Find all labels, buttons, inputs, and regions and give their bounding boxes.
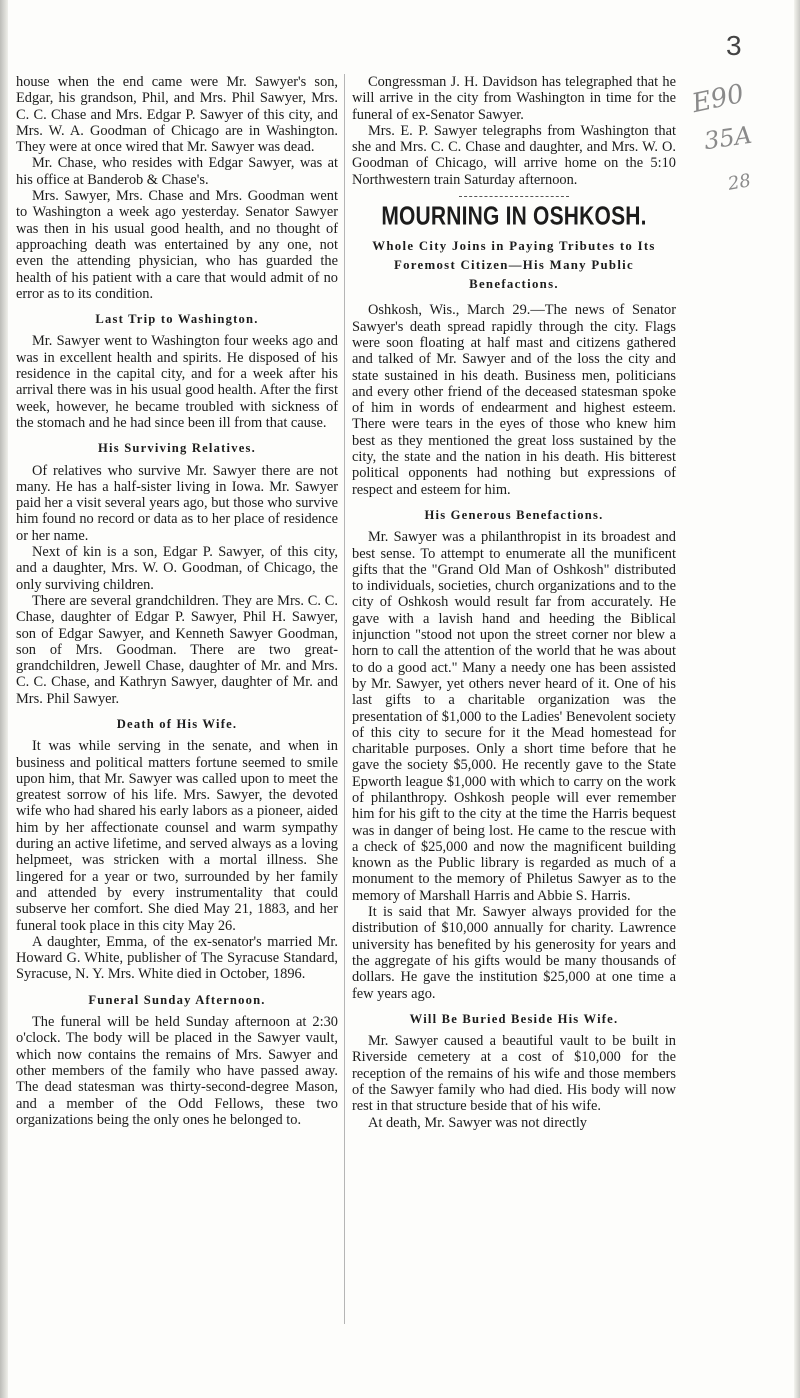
paragraph: Mr. Sawyer went to Washington four weeks ago and was in excellent health and spirits. He disposed of his residence in the capital city, and for a week after his arrival there was in his usual good health. After the first week, however, he became troubled with sickness of the stomach and he had since been ill from that cause. [16, 333, 338, 431]
section-heading: Death of His Wife. [116, 716, 238, 731]
page-number: 3 [726, 30, 742, 61]
column-divider [344, 74, 345, 1324]
divider-rule [459, 196, 569, 197]
page-edge-right [794, 0, 800, 1398]
paragraph: Mr. Sawyer caused a beautiful vault to be built in Riverside cemetery at a cost of $10,000 for the reception of the remains of his wife and those members of the Sawyer family who had died. His body will now rest in that structure beside that of his wife. [352, 1033, 676, 1115]
paragraph: A daughter, Emma, of the ex-senator's married Mr. Howard G. White, publisher of The Syracuse Standard, Syracuse, N. Y. Mrs. White died in October, 1896. [16, 933, 338, 983]
paragraph: It is said that Mr. Sawyer always provided for the distribution of $10,000 annually for charity. Lawrence university has benefited by his generosity for years and the aggregate of his gifts would be many thousands of dollars. He gave the institution $25,000 at one time a few years ago. [352, 904, 676, 1002]
paragraph: Mr. Sawyer was a philanthropist in its broadest and best sense. To attempt to enumerate all the munificent gifts that the "Grand Old Man of Oshkosh" distributed to individuals, societies, church organizations and to the city of Oshkosh would result far from accurately. He gave with a lavish hand and heeding the Biblical injunction "stood not upon the street corner nor blew a horn to call the attention of the world that he was about to do a good act." Many a needy one has been assisted by Mr. Sawyer, yet others never heard of it. One of his last gifts to a charitable organization was the presentation of $1,000 to the Ladies' Benevolent society of this city to secure for it the Mead homestead for charitable purposes. Only a short time before that he gave the society $5,000. He recently gave to the State Epworth league $1,000 with which to carry on the work of philanthropy. Oshkosh people will ever remember him for his gift to the city at the time the Harris bequest was in danger of being lost. He came to the rescue with a check of $25,000 and now the magnificent building known as the Public library is regarded as much of a monument to the memory of Philetus Sawyer as to the memory of Marshall Harris and Abbie S. Harris. [352, 529, 676, 904]
section-heading: His Surviving Relatives. [98, 441, 256, 456]
section-heading: Funeral Sunday Afternoon. [88, 992, 266, 1007]
paragraph: It was while serving in the senate, and when in business and political matters fortune seemed to smile upon him, that Mr. Sawyer was called upon to meet the greatest sorrow of his life. Mrs. Sawyer, the devoted wife who had shared his early labors as a pioneer, aided him by her affectionate counsel and warm sympathy during an active lifetime, and served always as a loving helpmeet, was stricken with a mortal illness. She lingered for a year or two, surrounded by her family and attended by every instrumentality that could subserve her comfort. She died May 21, 1883, and her funeral took place in this city May 26. [16, 738, 338, 934]
margin-note-2: 35A [702, 120, 754, 156]
paragraph: The funeral will be held Sunday afternoon at 2:30 o'clock. The body will be placed in the Sawyer vault, which now contains the remains of Mrs. Sawyer and other members of the family who have passed away. The dead statesman was thirty-second-degree Mason, and a member of the Odd Fellows, these two organizations being the only ones he belonged to. [16, 1014, 338, 1128]
section-heading: Last Trip to Washington. [95, 312, 259, 327]
right-column [352, 74, 676, 1336]
paragraph: At death, Mr. Sawyer was not directly [368, 1114, 588, 1131]
paragraph: There are several grandchildren. They are Mrs. C. C. Chase, daughter of Edgar P. Sawyer, Phil H. Sawyer, son of Edgar Sawyer, and Kenneth Sawyer Goodman, son of Mrs. Goodman. There are two great-grandchildren, Jewell Chase, daughter of Mr. and Mrs. C. C. Chase, and Kathryn Sawyer, daughter of Mr. and Mrs. Phil Sawyer. [16, 592, 338, 707]
section-heading: Will Be Buried Beside His Wife. [409, 1011, 619, 1026]
paragraph: Mrs. E. P. Sawyer telegraphs from Washington that she and Mrs. C. C. Chase and daughter, and Mrs. W. O. Goodman of Chicago, will arrive home on the 5:10 Northwestern train Saturday afternoon. [352, 122, 676, 188]
section-heading: His Generous Benefactions. [424, 507, 604, 522]
paragraph: Next of kin is a son, Edgar P. Sawyer, of this city, and a daughter, Mrs. W. O. Goodman, of Chicago, the only surviving children. [16, 544, 338, 593]
page-edge-left [0, 0, 8, 1398]
paragraph: Mr. Chase, who resides with Edgar Sawyer, was at his office at Banderob & Chase's. [16, 155, 338, 188]
headline-deck: Whole City Joins in Paying Tributes to Its Foremost Citizen—His Many Public Benefactions. [372, 239, 656, 292]
paragraph: Oshkosh, Wis., March 29.—The news of Senator Sawyer's death spread rapidly through the city. Flags were soon floating at half mast and citizens gathered and talked of Mr. Sawyer and of the loss the city and state sustained in his death. Business men, politicians and every other friend of the deceased statesman spoke of him in words of endearment and highest esteem. There were tears in the eyes of those who knew him best as they mentioned the great loss sustained by the city, the state and the nation in his death. His bitterest political opponents had nothing but expressions of respect and esteem for him. [352, 302, 676, 498]
headline: MOURNING IN OSHKOSH. [381, 202, 647, 231]
left-column [16, 74, 338, 1344]
margin-note-3: 28 [726, 170, 753, 195]
paragraph: Of relatives who survive Mr. Sawyer there are not many. He has a half-sister living in Iowa. Mr. Sawyer paid her a visit several years ago, but those who survive him found no record or data as to her place of residence or her name. [16, 462, 338, 544]
margin-note-1: E90 [689, 78, 747, 120]
paragraph: Congressman J. H. Davidson has telegraphed that he will arrive in the city from Washington in time for the funeral of ex-Senator Sawyer. [352, 74, 676, 123]
paragraph: house when the end came were Mr. Sawyer's son, Edgar, his grandson, Phil, and Mrs. Phil Sawyer, Mrs. C. C. Chase and Mrs. Edgar P. Sawyer of this city, and Mrs. W. A. Goodman of Chicago are in Washington. They were at once wired that Mr. Sawyer was dead. [16, 74, 338, 156]
paragraph: Mrs. Sawyer, Mrs. Chase and Mrs. Goodman went to Washington a week ago yesterday. Senator Sawyer was then in his usual good health, and no thought of approaching death was entertained by any one, not even the attending physician, who has guarded the health of his patient with a care that would admit of no error as to its condition. [16, 188, 338, 302]
